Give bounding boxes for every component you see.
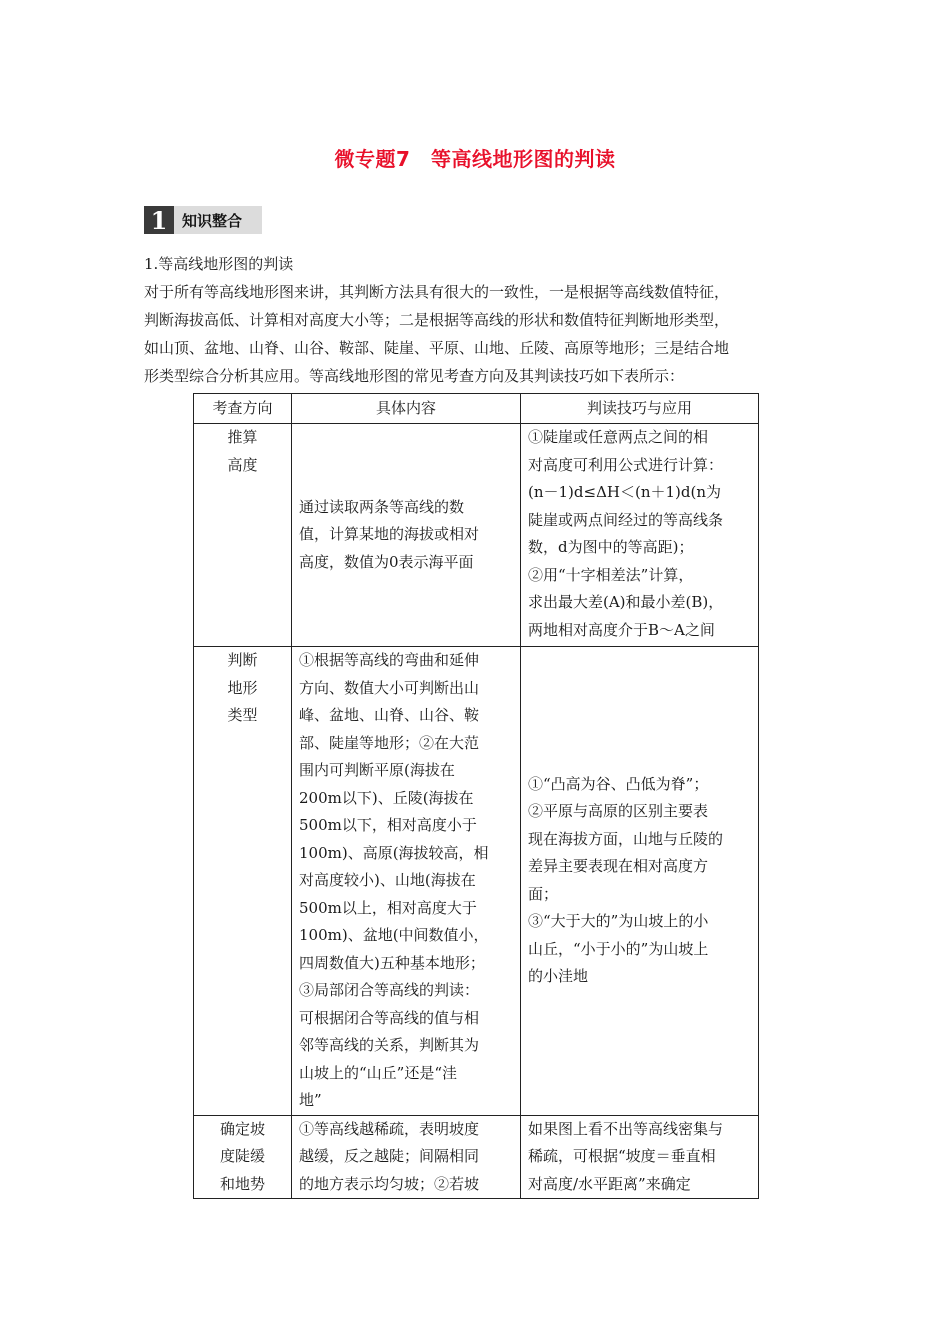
table-row [194,424,759,647]
content-cell: ①等高线越稀疏，表明坡度 越缓，反之越陡；间隔相同 的地方表示均匀坡；②若坡 [292,1115,521,1199]
section-label: 知识整合 [174,206,262,234]
technique-cell: ①陡崖或任意两点之间的相 对高度可利用公式进行计算： (n－1)d≤ΔH＜(n＋1)d(n为 陡崖或两点间经过的等高线条 数，d为图中的等高距)； ②用“十字相差法”计算， 求出最大差(A)和最小差(B)， 两地相对高度介于B～A之间 [521,424,759,647]
header-direction: 考查方向 [194,394,292,424]
intro-line: 如山顶、盆地、山脊、山谷、鞍部、陡崖、平原、山地、丘陵、高原等地形；三是结合地 [144,339,730,357]
header-technique: 判读技巧与应用 [521,394,759,424]
table-row [194,647,759,1116]
technique-cell: 如果图上看不出等高线密集与 稀疏，可根据“坡度＝垂直相 对高度/水平距离”来确定 [521,1115,759,1199]
intro-line: 形类型综合分析其应用。等高线地形图的常见考查方向及其判读技巧如下表所示： [144,367,685,385]
technique-cell: ①“凸高为谷、凸低为脊”； ②平原与高原的区别主要表 现在海拔方面，山地与丘陵的 差异主要表现在相对高度方 面； ③“大于大的”为山坡上的小 山丘，“小于小的”为山坡上 的小洼地 [521,647,759,1116]
section-number: 1 [144,206,174,234]
direction-cell: 推算 高度 [194,424,292,647]
table-header-row [194,394,759,424]
intro-line: 对于所有等高线地形图来讲，其判断方法具有很大的一致性，一是根据等高线数值特征， [144,283,730,301]
direction-cell: 判断 地形 类型 [194,647,292,1116]
header-content: 具体内容 [292,394,521,424]
section-header [144,206,262,234]
direction-cell: 确定坡 度陡缓 和地势 [194,1115,292,1199]
page-title: 微专题7 等高线地形图的判读 [334,147,616,171]
content-cell: 通过读取两条等高线的数 值，计算某地的海拔或相对 高度，数值为0表示海平面 [292,424,521,647]
intro-paragraph [144,250,824,390]
intro-line: 判断海拔高低、计算相对高度大小等；二是根据等高线的形状和数值特征判断地形类型， [144,311,730,329]
table-row [194,1115,759,1199]
intro-heading: 1.等高线地形图的判读 [144,255,294,273]
content-cell: ①根据等高线的弯曲和延伸 方向、数值大小可判断出山 峰、盆地、山脊、山谷、鞍 部、陡崖等地形；②在大范 围内可判断平原(海拔在 200m以下)、丘陵(海拔在 500m以下，相对高度小于 100m)、高原(海拔较高，相 对高度较小)、山地(海拔在 500m以上，相对高度大于 100m)、盆地(中间数值小， 四周数值大)五种基本地形； ③局部闭合等高线的判读： 可根据闭合等高线的值与相 邻等高线的关系，判断其为 山坡上的“山丘”还是“洼 地” [292,647,521,1116]
terrain-table [193,393,759,1199]
